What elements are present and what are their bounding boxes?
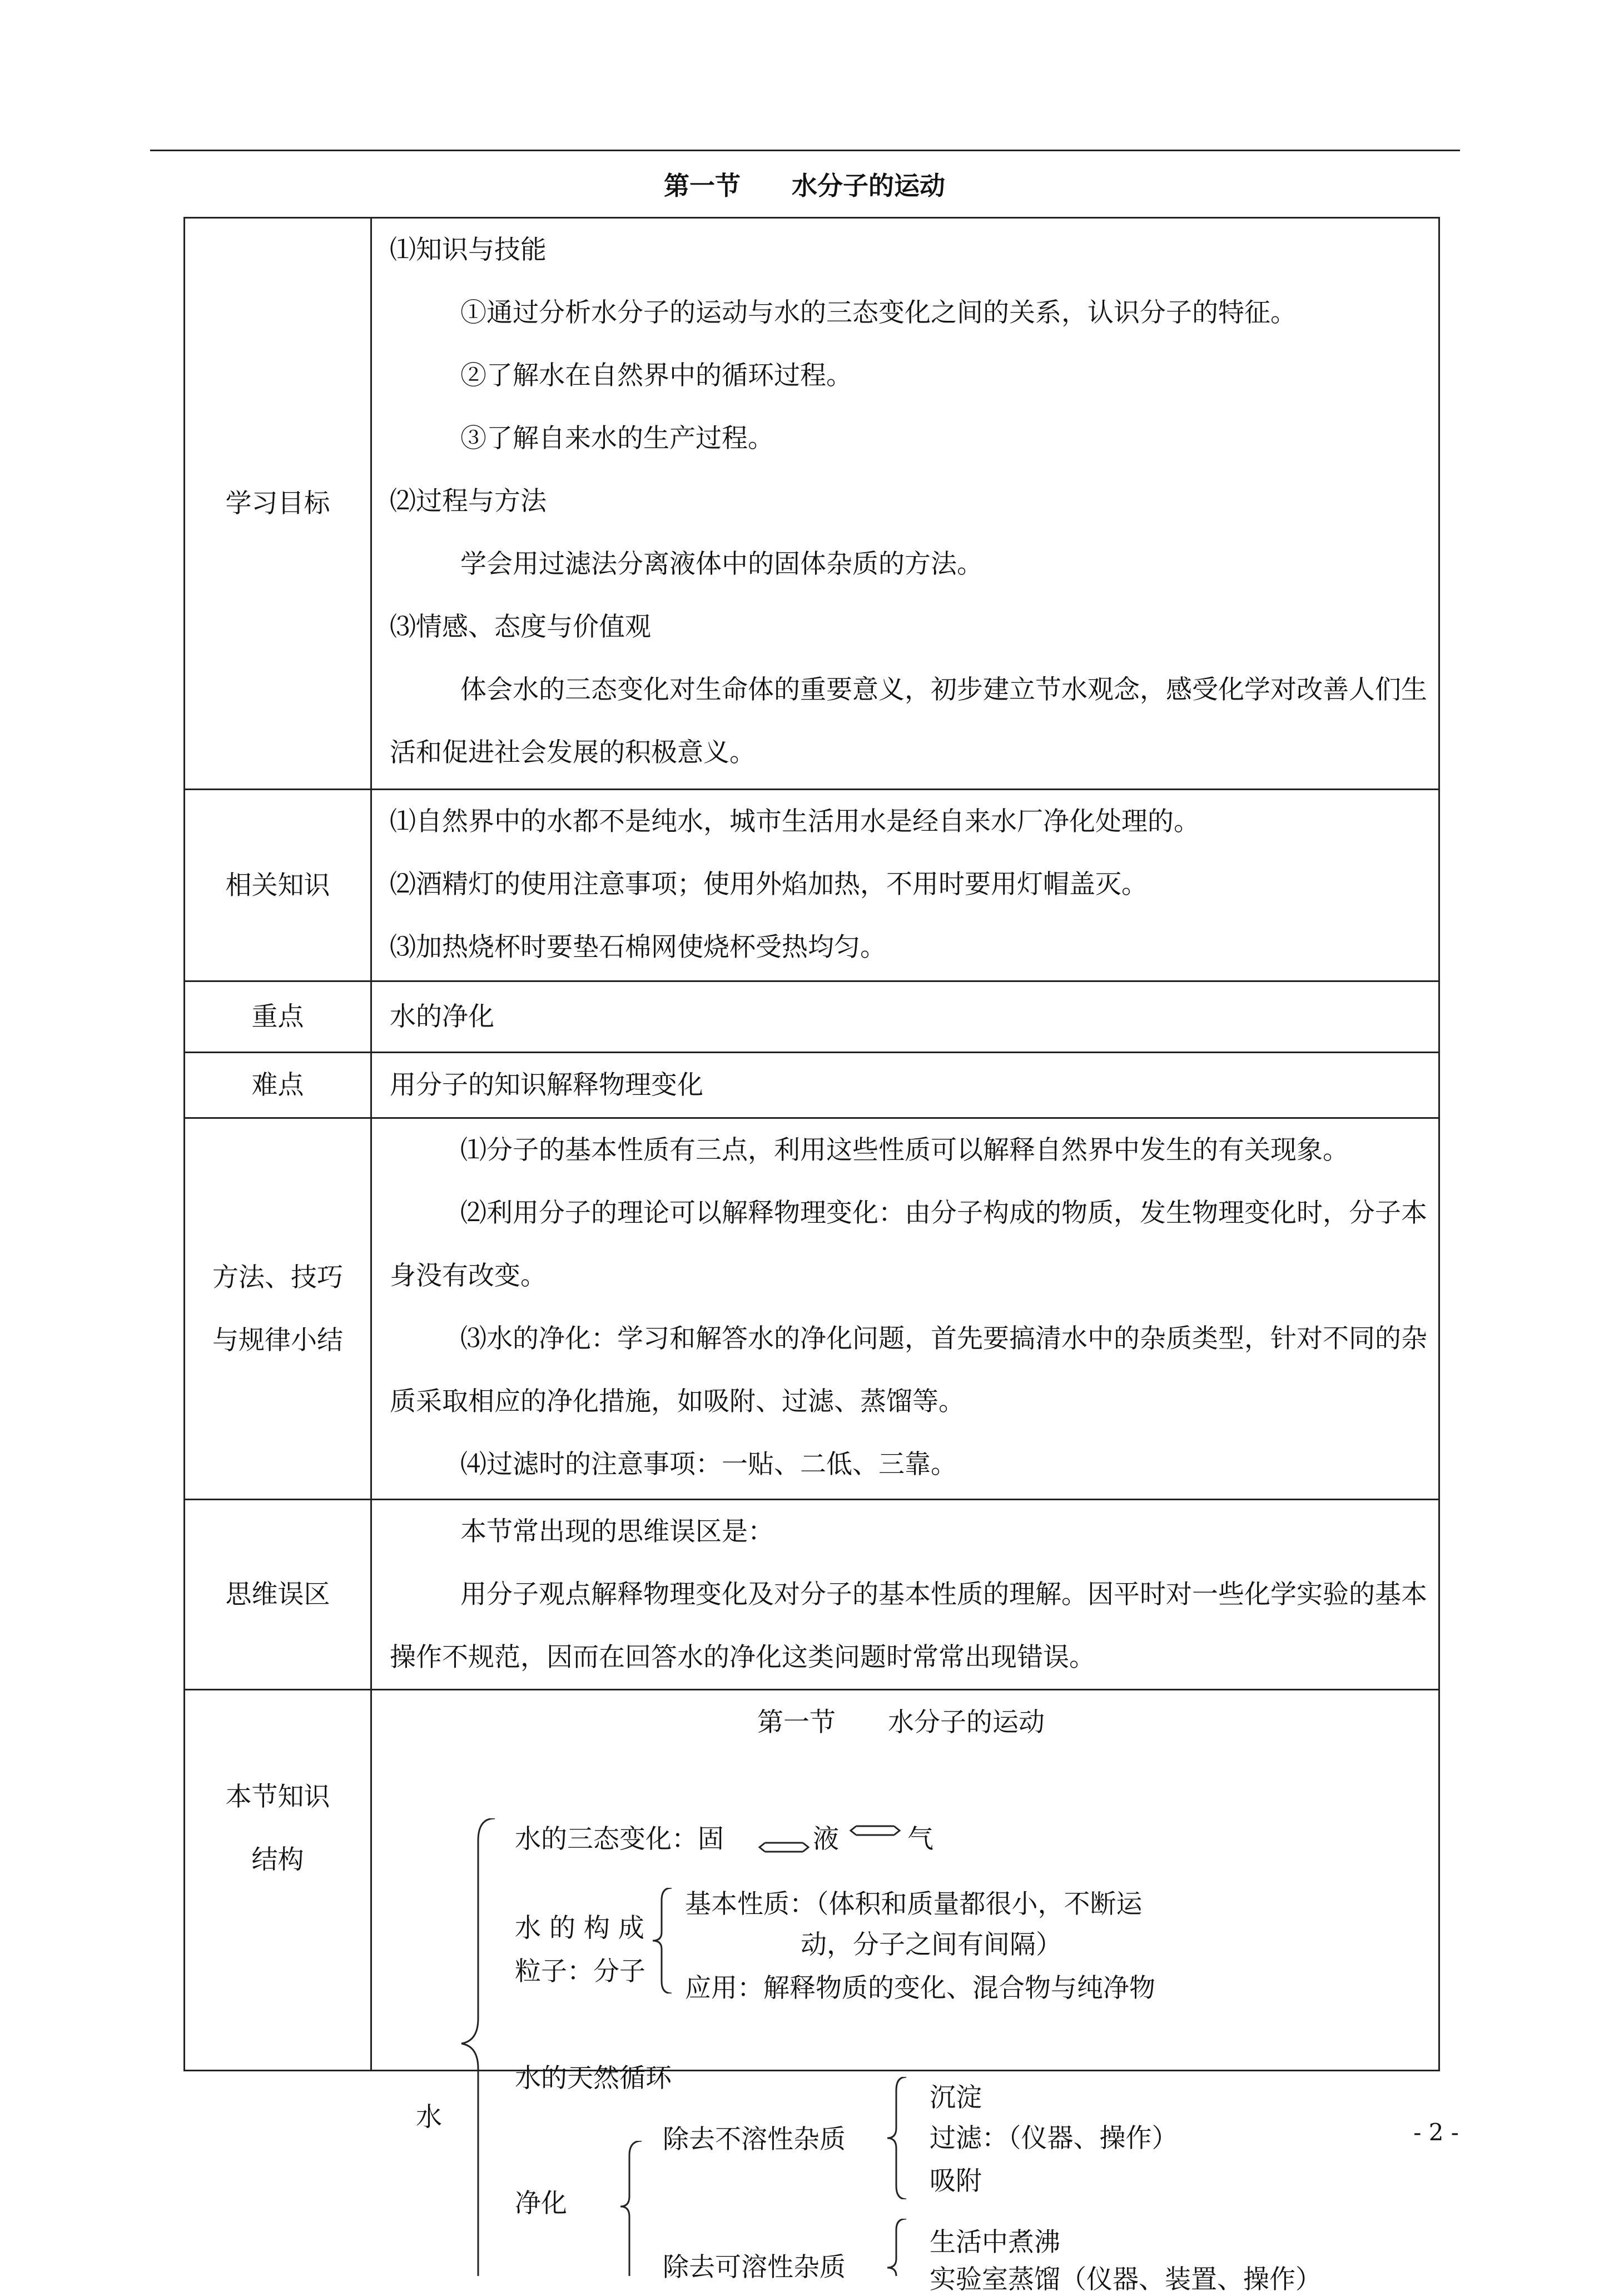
label-related: 相关知识 xyxy=(185,790,371,981)
row-related xyxy=(185,790,1439,981)
main-brace xyxy=(456,1818,500,2276)
composition-line: 粒子：分子 xyxy=(515,1956,645,1987)
goal-line: ①通过分析水分子的运动与水的三态变化之间的关系，认识分子的特征。 xyxy=(460,297,1297,328)
page-number: - 2 - xyxy=(1413,2119,1459,2146)
row-mistakes xyxy=(185,1500,1439,1690)
row-goals xyxy=(185,218,1439,790)
liquid: 液 xyxy=(813,1824,839,1854)
method-line: ⑷过滤时的注意事项：一贴、二低、三靠。 xyxy=(460,1449,957,1480)
label-methods-line: 方法、技巧 xyxy=(212,1262,343,1293)
method-line: ⑶水的净化：学习和解答水的净化问题，首先要搞清水中的杂质类型，针对不同的杂质采取相应的净化措施，如吸附、过滤、蒸馏等。 xyxy=(390,1323,1427,1417)
natural-cycle: 水的天然循环 xyxy=(515,2063,672,2094)
label-methods xyxy=(185,1118,371,1500)
goal-line: ②了解水在自然界中的循环过程。 xyxy=(460,360,852,391)
label-structure xyxy=(185,1690,371,2071)
label-methods-line: 与规律小结 xyxy=(212,1325,343,1356)
content-related xyxy=(371,790,1439,981)
row-key xyxy=(185,981,1439,1053)
distill: 实验室蒸馏（仪器、装置、操作） xyxy=(930,2264,1322,2295)
row-structure xyxy=(185,1690,1439,2071)
goal-line: 学会用过滤法分离液体中的固体杂质的方法。 xyxy=(460,549,983,579)
goal-line: ⑴知识与技能 xyxy=(390,235,547,265)
row-methods xyxy=(185,1118,1439,1500)
boil: 生活中煮沸 xyxy=(930,2227,1060,2258)
soluble-brace xyxy=(884,2219,908,2276)
mistake-line: 本节常出现的思维误区是： xyxy=(460,1516,774,1547)
goal-line: 体会水的三态变化对生命体的重要意义，初步建立节水观念，感受化学对改善人们生活和促进社会发展的积极意义。 xyxy=(390,675,1427,768)
label-key: 重点 xyxy=(185,981,371,1053)
application: 应用：解释物质的变化、混合物与纯净物 xyxy=(685,1973,1155,2004)
structure-root: 水 xyxy=(416,2102,442,2133)
label-goals: 学习目标 xyxy=(185,218,371,790)
three-states: 水的三态变化：固 xyxy=(515,1824,724,1854)
goal-line: ③了解自来水的生产过程。 xyxy=(460,423,774,454)
content-key: 水的净化 xyxy=(371,981,1439,1053)
header-rule xyxy=(150,150,1460,151)
structure-heading: 第一节 水分子的运动 xyxy=(757,1707,1045,1738)
label-mistakes: 思维误区 xyxy=(185,1500,371,1690)
purify: 净化 xyxy=(515,2188,567,2219)
related-line: ⑴自然界中的水都不是纯水，城市生活用水是经自来水厂净化处理的。 xyxy=(390,806,1200,837)
filter: 过滤：（仪器、操作） xyxy=(930,2123,1178,2154)
basic-property: 基本性质：（体积和质量都很小，不断运 xyxy=(685,1889,1143,1920)
soluble: 除去可溶性杂质 xyxy=(663,2252,846,2283)
content-goals xyxy=(371,218,1439,790)
insoluble: 除去不溶性杂质 xyxy=(663,2124,846,2155)
related-line: ⑵酒精灯的使用注意事项；使用外焰加热，不用时要用灯帽盖灭。 xyxy=(390,869,1148,900)
mistake-line: 用分子观点解释物理变化及对分子的基本性质的理解。因平时对一些化学实验的基本操作不规范，因而在回答水的净化这类问题时常常出现错误。 xyxy=(390,1579,1427,1673)
lesson-table xyxy=(183,217,1440,2071)
content-mistakes xyxy=(371,1500,1439,1690)
content-methods xyxy=(371,1118,1439,1500)
double-arrow-icon xyxy=(757,1836,811,1858)
method-line: ⑴分子的基本性质有三点，利用这些性质可以解释自然界中发生的有关现象。 xyxy=(460,1135,1349,1166)
insoluble-brace xyxy=(884,2077,908,2199)
goal-line: ⑵过程与方法 xyxy=(390,486,547,517)
page-title: 第一节 水分子的运动 xyxy=(664,171,945,201)
sediment: 沉淀 xyxy=(930,2082,982,2113)
content-difficult: 用分子的知识解释物理变化 xyxy=(371,1053,1439,1118)
related-line: ⑶加热烧杯时要垫石棉网使烧杯受热均匀。 xyxy=(390,932,886,963)
label-structure-line: 本节知识 xyxy=(225,1782,330,1812)
composition-brace xyxy=(649,1888,674,1993)
composition-line: 水 的 构 成 xyxy=(515,1913,644,1943)
label-structure-line: 结构 xyxy=(251,1844,304,1875)
double-arrow-icon xyxy=(848,1819,902,1842)
content-structure xyxy=(371,1690,1439,2071)
method-line: ⑵利用分子的理论可以解释物理变化：由分子构成的物质，发生物理变化时，分子本身没有改变。 xyxy=(390,1198,1427,1291)
label-difficult: 难点 xyxy=(185,1053,371,1118)
purify-brace xyxy=(617,2141,645,2276)
goal-line: ⑶情感、态度与价值观 xyxy=(390,612,651,642)
row-difficult xyxy=(185,1053,1439,1118)
gas: 气 xyxy=(907,1824,933,1854)
basic-property: 动，分子之间有间隔） xyxy=(801,1930,1062,1960)
adsorb: 吸附 xyxy=(930,2166,982,2196)
